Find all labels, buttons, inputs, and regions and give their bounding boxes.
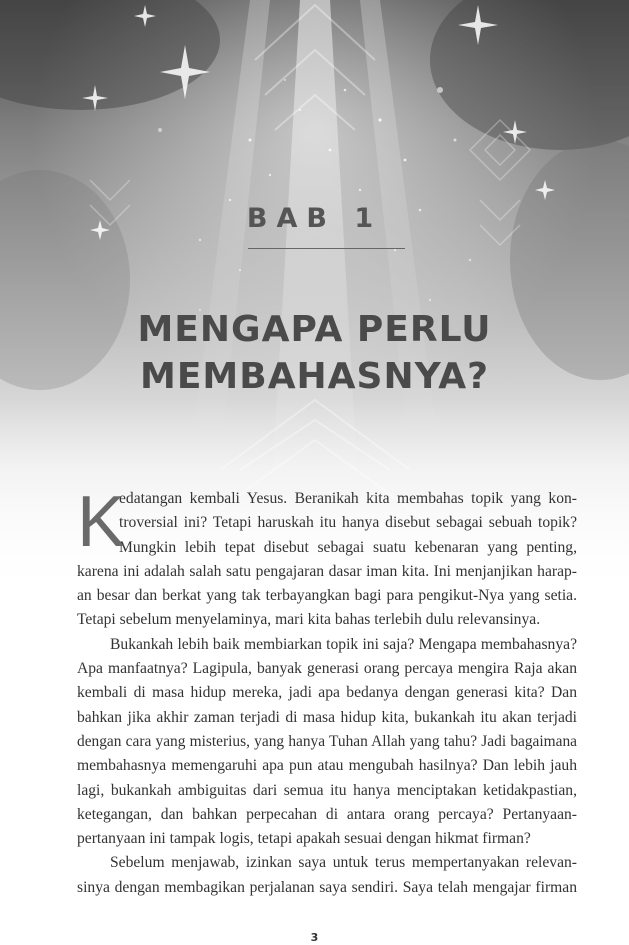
- text-line: ketegangan, dan bahkan perpecahan di antara orang percaya? Pertanyaan-: [77, 805, 577, 823]
- text-line: sinya dengan membagikan perjalanan saya sendiri. Saya telah mengajar firman: [77, 878, 577, 896]
- chapter-label: BAB 1: [246, 203, 383, 234]
- text-line: bahkan jika akhir zaman terjadi di masa hidup kita, bukankah itu akan terjadi: [77, 708, 577, 726]
- chapter-divider: [248, 248, 405, 249]
- paragraph: [77, 633, 577, 852]
- text-line: an besar dan berkat yang tak terbayangkan bagi para pengikut-Nya yang setia.: [77, 587, 577, 605]
- chapter-title-line: MEMBAHASNYA?: [140, 356, 489, 397]
- text-line: membahasnya memengaruhi apa pun atau mengubah hasilnya? Dan lebih jauh: [77, 757, 577, 775]
- page-number: 3: [310, 931, 319, 944]
- text-line: karena ini adalah salah satu pengajaran dasar iman kita. Ini menjanjikan harap-: [77, 562, 577, 580]
- text-line: Mungkin lebih tepat disebut sebagai suatu kebenaran yang penting,: [119, 538, 577, 556]
- text-line: Sebelum menjawab, izinkan saya untuk terus mempertanyakan relevan-: [110, 854, 577, 872]
- text-line: edatangan kembali Yesus. Beranikah kita membahas topik yang kon-: [119, 490, 577, 507]
- text-line: Apa manfaatnya? Lagipula, banyak generasi orang percaya mengira Raja akan: [77, 660, 577, 678]
- chapter-title: [0, 306, 629, 400]
- paragraph: [77, 851, 577, 900]
- text-line: Tetapi sebelum menyelaminya, mari kita bahas terlebih dulu relevansinya.: [77, 611, 541, 629]
- body-text: [77, 482, 577, 900]
- drop-cap: K: [77, 482, 126, 562]
- text-line: kembali di masa hidup mereka, jadi apa bedanya dengan generasi kita? Dan: [77, 684, 577, 702]
- paragraph: [77, 482, 577, 633]
- text-line: dengan cara yang misterius, yang hanya Tuhan Allah yang tahu? Jadi bagaimana: [77, 732, 577, 750]
- text-line: pertanyaan ini tampak logis, tetapi apakah sesuai dengan hikmat firman?: [77, 830, 531, 848]
- text-line: Bukankah lebih baik membiarkan topik ini saja? Mengapa membahasnya?: [110, 635, 577, 653]
- chapter-title-line: MENGAPA PERLU: [137, 309, 492, 350]
- text-line: troversial ini? Tetapi haruskah itu hanya disebut sebagai sebuah topik?: [119, 514, 577, 532]
- text-line: lagi, bukankah ambiguitas dari semua itu hanya menciptakan ketidakpastian,: [77, 781, 577, 799]
